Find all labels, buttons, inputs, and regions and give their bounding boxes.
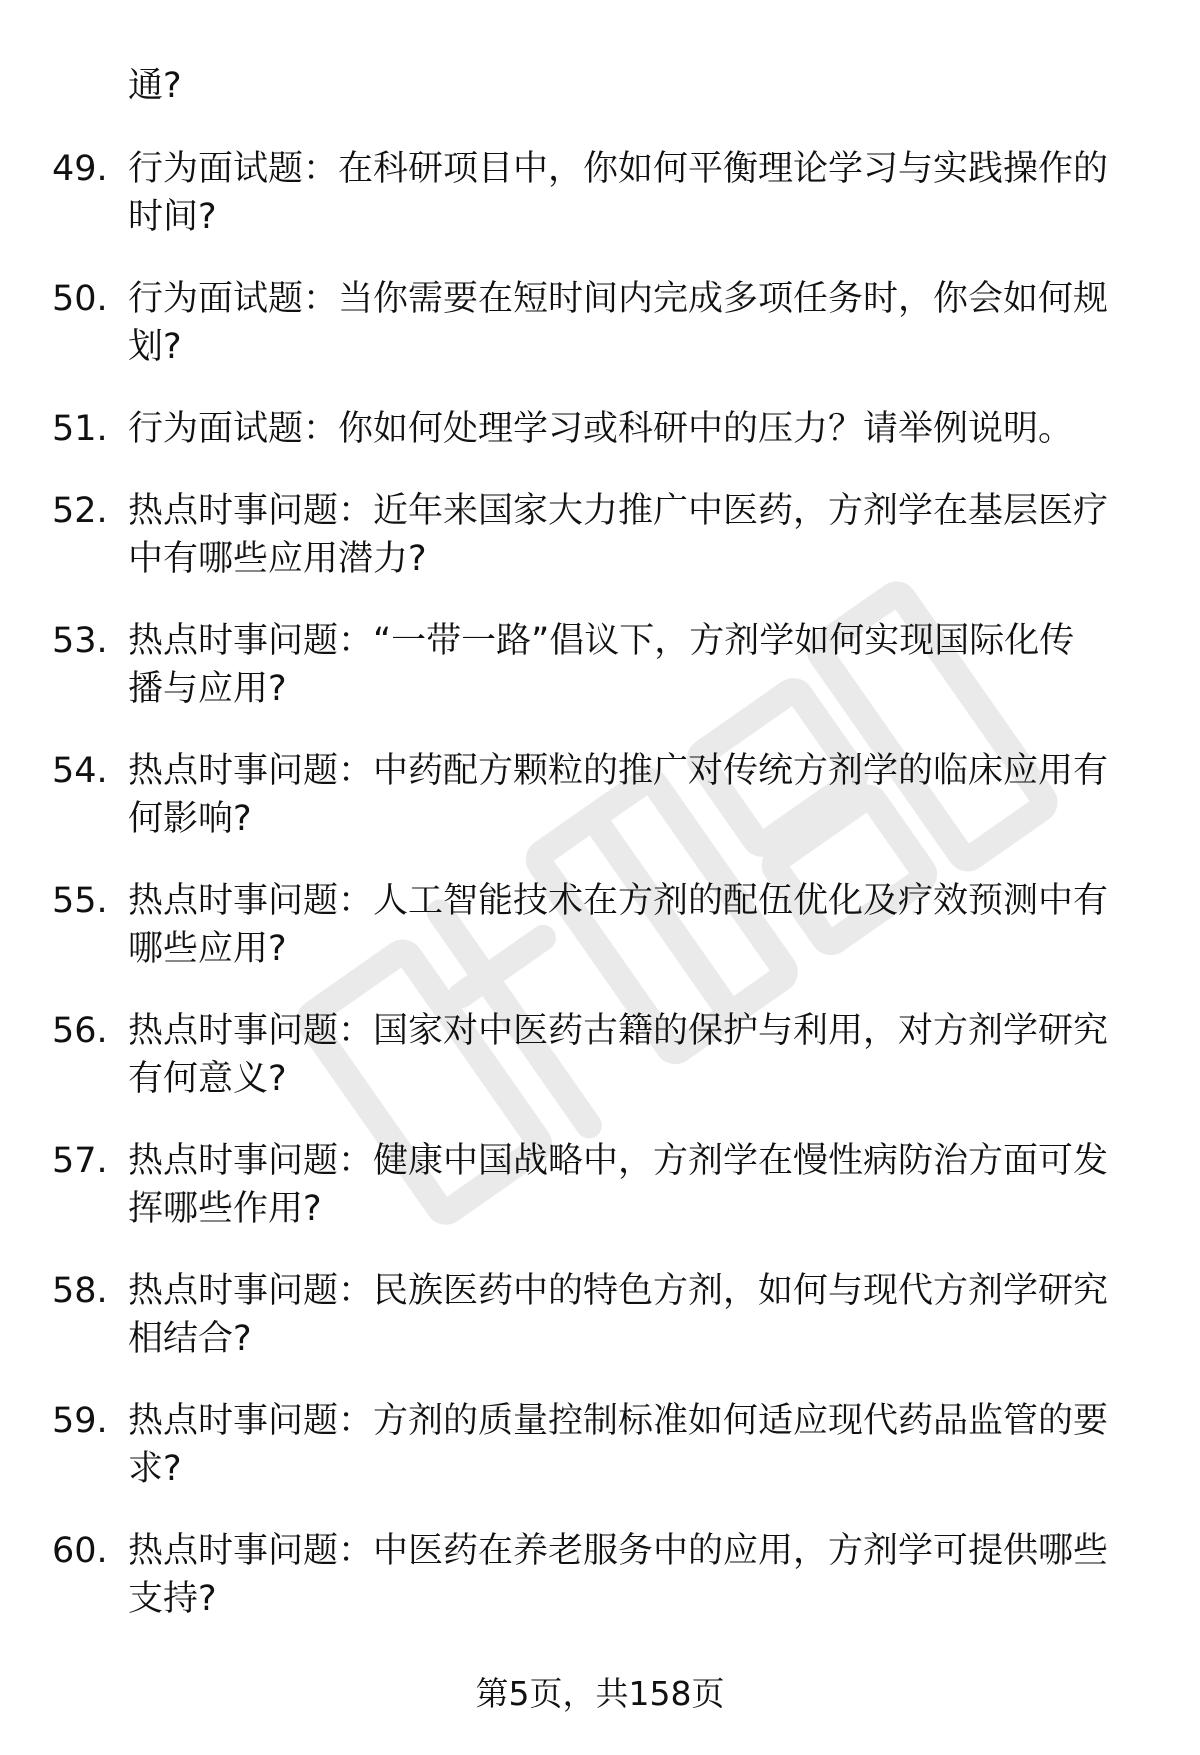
list-item bbox=[0, 1137, 1200, 1233]
question-number: 50. bbox=[52, 279, 108, 319]
question-text bbox=[128, 145, 1138, 241]
question-text bbox=[128, 405, 1138, 453]
list-item bbox=[0, 1527, 1200, 1623]
question-line: 何影响? bbox=[128, 799, 252, 839]
question-text bbox=[128, 1137, 1138, 1233]
question-line: 热点时事问题：民族医药中的特色方剂，如何与现代方剂学研究 bbox=[128, 1271, 1109, 1311]
list-item bbox=[0, 1267, 1200, 1363]
question-line: 行为面试题：当你需要在短时间内完成多项任务时，你会如何规 bbox=[128, 279, 1109, 319]
question-line: 求? bbox=[128, 1449, 182, 1489]
question-text bbox=[128, 487, 1138, 583]
question-number: 56. bbox=[52, 1011, 108, 1051]
question-line: 行为面试题：在科研项目中，你如何平衡理论学习与实践操作的 bbox=[128, 149, 1109, 189]
question-number: 59. bbox=[52, 1401, 108, 1441]
question-number: 55. bbox=[52, 881, 108, 921]
question-line: 时间? bbox=[128, 197, 217, 237]
question-line: 中有哪些应用潜力? bbox=[128, 539, 427, 579]
list-item bbox=[0, 1007, 1200, 1103]
question-number: 60. bbox=[52, 1531, 108, 1571]
question-line: 热点时事问题：“一带一路”倡议下，方剂学如何实现国际化传 bbox=[128, 621, 1075, 661]
question-line: 划? bbox=[128, 327, 182, 367]
question-text bbox=[128, 1527, 1138, 1623]
page-footer: 第5页，共158页 bbox=[475, 1674, 725, 1713]
question-number: 57. bbox=[52, 1141, 108, 1181]
question-line: 热点时事问题：中药配方颗粒的推广对传统方剂学的临床应用有 bbox=[128, 751, 1109, 791]
list-item bbox=[0, 405, 1200, 453]
question-number: 52. bbox=[52, 491, 108, 531]
question-line: 热点时事问题：方剂的质量控制标准如何适应现代药品监管的要 bbox=[128, 1401, 1109, 1441]
question-text bbox=[128, 1267, 1138, 1363]
question-line: 热点时事问题：健康中国战略中，方剂学在慢性病防治方面可发 bbox=[128, 1141, 1109, 1181]
question-line: 挥哪些作用? bbox=[128, 1189, 322, 1229]
list-item bbox=[0, 487, 1200, 583]
question-line: 热点时事问题：人工智能技术在方剂的配伍优化及疗效预测中有 bbox=[128, 881, 1109, 921]
list-item bbox=[0, 877, 1200, 973]
question-number: 54. bbox=[52, 751, 108, 791]
question-line: 播与应用? bbox=[128, 669, 287, 709]
continued-question-text: 通? bbox=[128, 66, 182, 106]
question-text bbox=[128, 747, 1138, 843]
list-item bbox=[0, 1397, 1200, 1493]
question-number: 58. bbox=[52, 1271, 108, 1311]
question-line: 热点时事问题：国家对中医药古籍的保护与利用，对方剂学研究 bbox=[128, 1011, 1109, 1051]
list-item bbox=[0, 145, 1200, 241]
question-line: 相结合? bbox=[128, 1319, 252, 1359]
list-item bbox=[0, 747, 1200, 843]
question-line: 哪些应用? bbox=[128, 929, 287, 969]
question-text bbox=[128, 1007, 1138, 1103]
list-item bbox=[0, 275, 1200, 371]
question-text bbox=[128, 1397, 1138, 1493]
question-text bbox=[128, 275, 1138, 371]
question-list bbox=[0, 145, 1200, 1657]
question-text bbox=[128, 617, 1138, 713]
question-text bbox=[128, 877, 1138, 973]
question-line: 热点时事问题：中医药在养老服务中的应用，方剂学可提供哪些 bbox=[128, 1531, 1109, 1571]
question-number: 49. bbox=[52, 149, 108, 189]
question-number: 51. bbox=[52, 409, 108, 449]
question-line: 有何意义? bbox=[128, 1059, 287, 1099]
question-line: 支持? bbox=[128, 1579, 217, 1619]
list-item bbox=[0, 617, 1200, 713]
question-line: 行为面试题：你如何处理学习或科研中的压力？请举例说明。 bbox=[128, 409, 1074, 449]
question-number: 53. bbox=[52, 621, 108, 661]
question-line: 热点时事问题：近年来国家大力推广中医药，方剂学在基层医疗 bbox=[128, 491, 1109, 531]
